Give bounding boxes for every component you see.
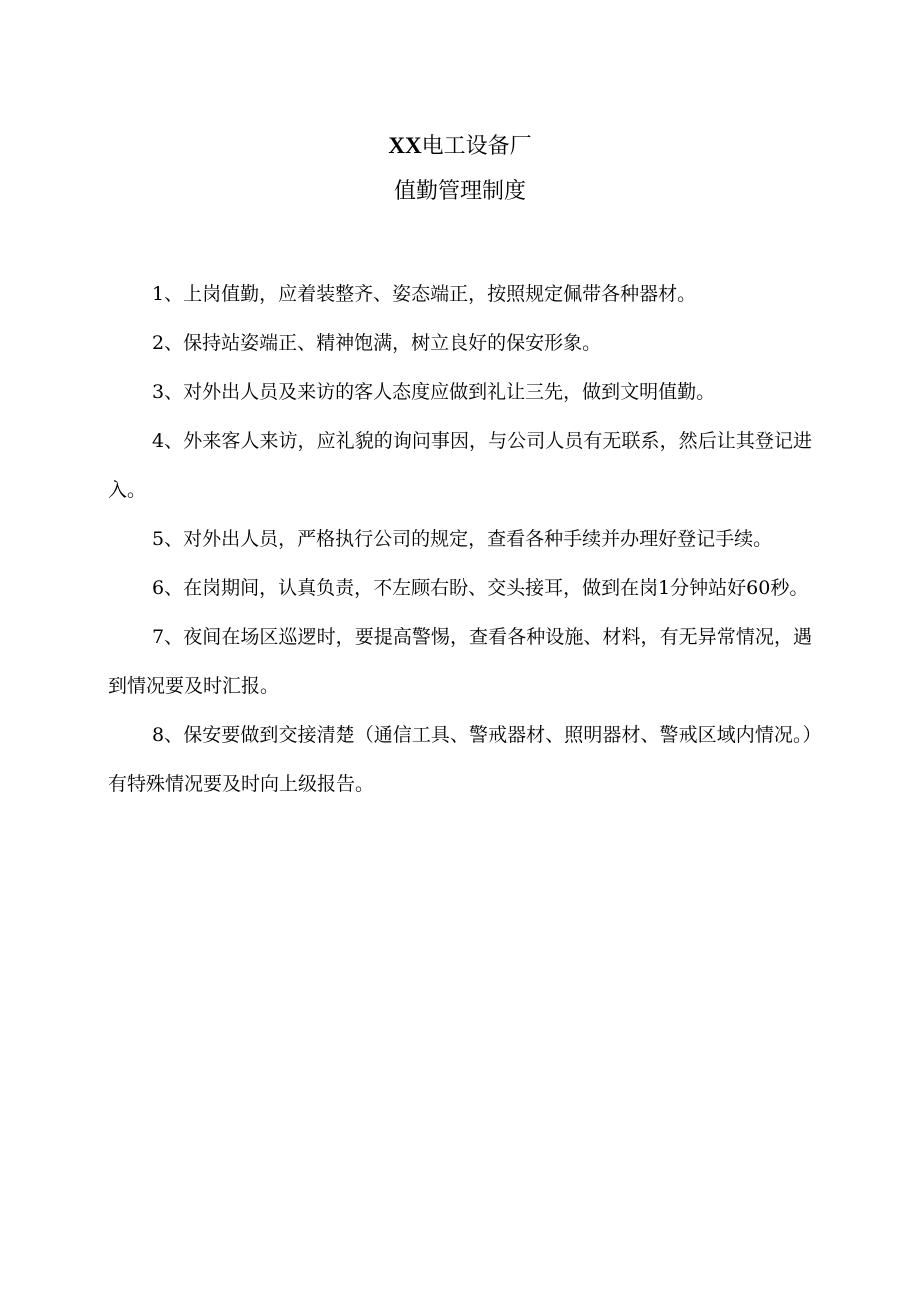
rule-paragraph-8: 8、保安要做到交接清楚（通信工具、警戒器材、照明器材、警戒区域内情况。）有特殊情况要及时向上级报告。 [108, 724, 812, 795]
rule-paragraph-2: 2、保持站姿端正、精神饱满，树立良好的保安形象。 [152, 332, 602, 354]
title-rest: 电工设备厂 [421, 134, 532, 159]
document-subtitle: 值勤管理制度 [393, 179, 526, 204]
document-title [0, 128, 920, 164]
rule-paragraph-3: 3、对外出人员及来访的客人态度应做到礼让三先，做到文明值勤。 [152, 381, 716, 403]
rule-paragraph-1: 1、上岗值勤，应着装整齐、姿态端正，按照规定佩带各种器材。 [152, 283, 697, 305]
rule-paragraph-4: 4、外来客人来访，应礼貌的询问事因，与公司人员有无联系，然后让其登记进入。 [108, 430, 812, 501]
rule-paragraph-7: 7、夜间在场区巡逻时，要提高警惕，查看各种设施、材料，有无异常情况，遇到情况要及时汇报。 [108, 626, 812, 697]
title-prefix: XX [388, 133, 422, 158]
rule-paragraph-6: 6、在岗期间，认真负责，不左顾右盼、交头接耳，做到在岗1分钟站好60秒。 [152, 577, 809, 599]
document-body [108, 270, 812, 809]
rule-paragraph-5: 5、对外出人员，严格执行公司的规定，查看各种手续并办理好登记手续。 [152, 528, 773, 550]
title-block [0, 128, 920, 210]
